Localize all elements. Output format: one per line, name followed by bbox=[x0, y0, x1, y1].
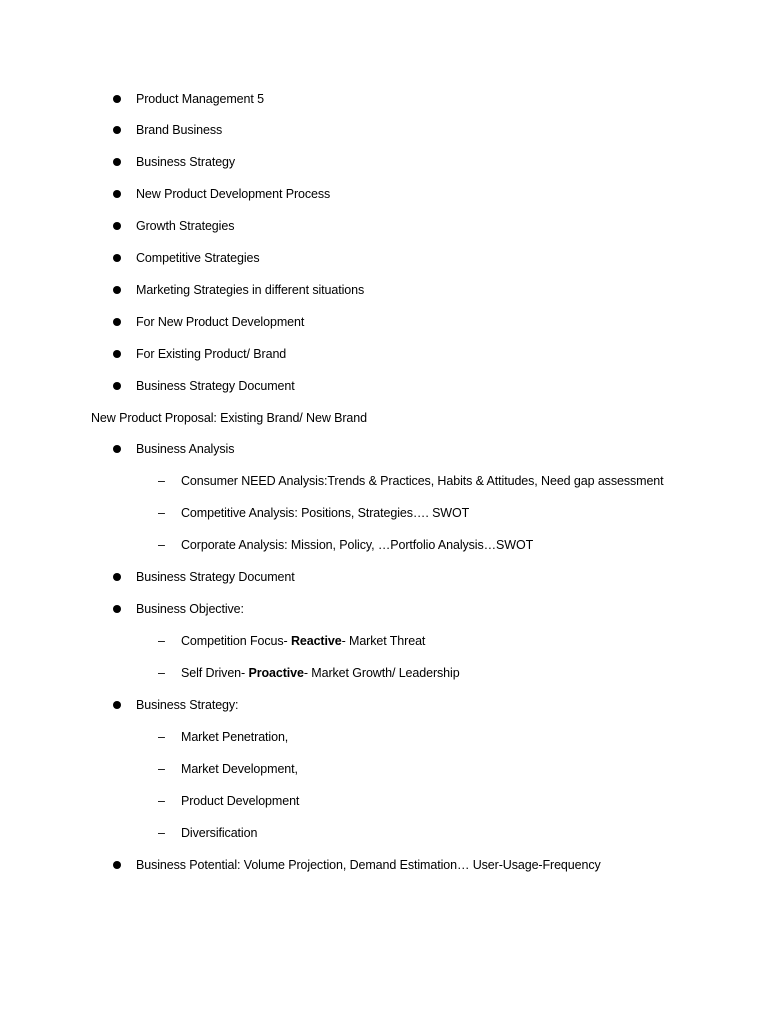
list-item: Business Potential: Volume Projection, Demand Estimation… User-Usage-Frequency bbox=[136, 858, 601, 872]
list-item: Business Objective: bbox=[136, 602, 244, 616]
list-item: Business Strategy bbox=[136, 155, 236, 169]
dash-marker: – bbox=[158, 538, 165, 552]
list-item: New Product Development Process bbox=[136, 187, 331, 201]
bullet-icon bbox=[113, 701, 121, 709]
bullet-icon bbox=[113, 254, 121, 262]
sub-list-item: Competitive Analysis: Positions, Strategies…. SWOT bbox=[181, 506, 470, 520]
bullet-icon bbox=[113, 605, 121, 613]
list-item: Business Analysis bbox=[136, 442, 235, 456]
list-item: For New Product Development bbox=[136, 315, 305, 329]
bullet-icon bbox=[113, 318, 121, 326]
sub-list-item-suffix: - Market Growth/ Leadership bbox=[303, 666, 460, 680]
emphasis-text: Proactive bbox=[248, 666, 304, 680]
bullet-icon bbox=[113, 445, 121, 453]
bullet-icon bbox=[113, 222, 121, 230]
dash-marker: – bbox=[158, 474, 165, 488]
bullet-icon bbox=[113, 158, 121, 166]
list-item: Competitive Strategies bbox=[136, 251, 260, 265]
bullet-icon bbox=[113, 126, 121, 134]
bullet-icon bbox=[113, 350, 121, 358]
sub-list-item-prefix: Competition Focus- bbox=[181, 634, 291, 648]
sub-list-item bbox=[181, 665, 460, 681]
sub-list-item: Product Development bbox=[181, 794, 300, 808]
list-item: For Existing Product/ Brand bbox=[136, 347, 287, 361]
list-item: Business Strategy Document bbox=[136, 570, 295, 584]
dash-marker: – bbox=[158, 794, 165, 808]
emphasis-text: Reactive bbox=[290, 634, 342, 648]
bullet-icon bbox=[113, 861, 121, 869]
bullet-icon bbox=[113, 190, 121, 198]
dash-marker: – bbox=[158, 634, 165, 648]
bullet-icon bbox=[113, 95, 121, 103]
sub-list-item bbox=[181, 633, 425, 649]
list-item: Marketing Strategies in different situations bbox=[136, 283, 365, 297]
bullet-icon bbox=[113, 382, 121, 390]
sub-list-item: Market Development, bbox=[181, 762, 298, 776]
list-item: Business Strategy: bbox=[136, 698, 239, 712]
dash-marker: – bbox=[158, 826, 165, 840]
sub-list-item: Market Penetration, bbox=[181, 730, 289, 744]
sub-list-item: Consumer NEED Analysis:Trends & Practices, Habits & Attitudes, Need gap assessment bbox=[181, 474, 664, 488]
bullet-icon bbox=[113, 573, 121, 581]
dash-marker: – bbox=[158, 762, 165, 776]
list-item: Business Strategy Document bbox=[136, 379, 295, 393]
sub-list-item: Diversification bbox=[181, 826, 258, 840]
list-item: Growth Strategies bbox=[136, 219, 235, 233]
sub-list-item-suffix: - Market Threat bbox=[341, 634, 426, 648]
section-heading: New Product Proposal: Existing Brand/ New Brand bbox=[91, 411, 367, 425]
dash-marker: – bbox=[158, 666, 165, 680]
list-item: Product Management 5 bbox=[136, 92, 264, 106]
dash-marker: – bbox=[158, 730, 165, 744]
list-item: Brand Business bbox=[136, 123, 223, 137]
dash-marker: – bbox=[158, 506, 165, 520]
sub-list-item-prefix: Self Driven- bbox=[181, 666, 249, 680]
bullet-icon bbox=[113, 286, 121, 294]
sub-list-item: Corporate Analysis: Mission, Policy, …Portfolio Analysis…SWOT bbox=[181, 538, 534, 552]
